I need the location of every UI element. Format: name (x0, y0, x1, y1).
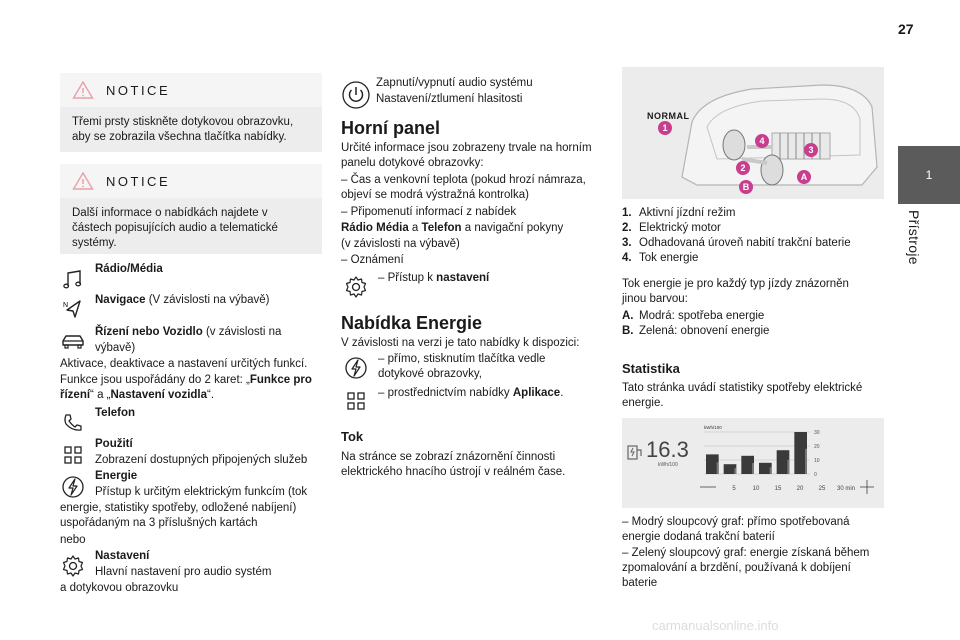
flow-text: Na stránce se zobrazí znázornění činnosti elektrického hnacího ústrojí v reálném čase. (341, 451, 566, 478)
warning-icon (72, 80, 94, 100)
notice-box-1 (60, 73, 322, 152)
apps-grid-icon (343, 388, 369, 414)
x-tick-label: 30 min (836, 486, 856, 492)
energy-menu-intro: V závislosti na verzi je tato nabídky k dispozici: (341, 337, 580, 349)
power-text-line1: Zapnutí/vypnutí audio systému (376, 77, 533, 89)
power-icon (341, 80, 371, 110)
driving-description: Aktivace, deaktivace a nastavení určitých funkcí. (60, 358, 308, 370)
marker-2: 2 (736, 161, 750, 175)
marker-B: B (739, 180, 753, 194)
statistics-item-1: – Modrý sloupcový graf: přímo spotřebovaná energie dodaná trakční baterií (622, 516, 850, 543)
energy-title: Energie (95, 470, 138, 482)
flow-color-legend (622, 309, 884, 339)
or-text: nebo (60, 534, 86, 546)
list-item: 1. Aktivní jízdní režim (622, 207, 736, 219)
drive-mode-label: NORMAL (647, 111, 690, 121)
list-item: 4. Tok energie (622, 252, 699, 264)
navigation-arrow-icon (60, 296, 86, 322)
y-tick-label: 20 (814, 444, 820, 450)
notice-text: Třemi prsty stiskněte dotykovou obrazovku, aby se zobrazila všechna tlačítka nabídky. (72, 116, 294, 143)
charging-pump-icon (625, 442, 645, 462)
list-item: B. Zelená: obnovení energie (622, 325, 770, 337)
y-tick-label: 30 (814, 430, 820, 436)
energy-text-line1: Přístup k určitým elektrickým funkcím (tok (95, 486, 308, 498)
flow-heading: Tok (341, 429, 364, 444)
energy-flow-diagram (622, 67, 884, 199)
notice-title: NOTICE (106, 173, 171, 189)
bar-recovered (717, 462, 719, 474)
energy-menu-heading: Nabídka Energie (341, 313, 483, 333)
x-tick-label: 5 (732, 486, 736, 492)
chart-legend-label: kWh/100 (704, 425, 722, 430)
svg-text:N: N (63, 302, 69, 309)
bar-recovered (734, 468, 736, 474)
top-panel-item-2b: Rádio Média a Telefon a navigační pokyny (341, 222, 564, 234)
chapter-label: Přístroje (906, 210, 922, 265)
x-tick-label: 20 (796, 486, 804, 492)
top-panel-item-3: – Oznámení (341, 254, 404, 266)
bar-recovered (752, 463, 754, 474)
driving-tabs-text: Funkce jsou uspořádány do 2 karet: „Funkce pro řízení“ a „Nastavení vozidla“. (60, 374, 312, 401)
x-tick-label: 15 (774, 486, 782, 492)
consumption-unit: kWh/100 (658, 462, 678, 468)
notice-box-2 (60, 164, 322, 254)
bar-recovered (787, 460, 789, 474)
marker-1: 1 (658, 121, 672, 135)
settings-text-line1: Hlavní nastavení pro audio systém (95, 566, 272, 578)
settings-title: Nastavení (95, 550, 150, 562)
driving-vehicle-label-line2: výbavě) (95, 342, 136, 354)
y-tick-label: 10 (814, 458, 820, 464)
top-panel-item-2: – Připomenutí informací z nabídek (341, 206, 517, 218)
radio-media-label: Rádio/Média (95, 263, 163, 275)
watermark: carmanualsonline.info (652, 618, 779, 633)
music-note-icon (60, 266, 86, 292)
driving-vehicle-label: Řízení nebo Vozidlo (v závislosti na (95, 326, 282, 338)
flow-color-text: Tok energie je pro každý typ jízdy znázorněn jinou barvou: (622, 278, 849, 305)
statistics-heading: Statistika (622, 361, 680, 376)
list-item: 2. Elektrický motor (622, 222, 721, 234)
statistics-bar-chart (690, 424, 880, 502)
energy-bolt-icon (343, 355, 369, 381)
apps-grid-icon (60, 442, 86, 468)
energy-menu-item-2: – prostřednictvím nabídky Aplikace. (378, 387, 564, 399)
warning-icon (72, 171, 94, 191)
top-panel-item-4: – Přístup k nastavení (378, 272, 490, 284)
marker-3: 3 (804, 143, 818, 157)
apps-title: Použití (95, 438, 133, 450)
list-item: A. Modrá: spotřeba energie (622, 310, 765, 322)
bar-recovered (805, 449, 807, 474)
notice-text: Další informace o nabídkách najdete v částech popisujících audio a telematické systémy. (72, 207, 278, 249)
navigation-label: Navigace (V závislosti na výbavě) (95, 294, 270, 306)
settings-text-line2: a dotykovou obrazovku (60, 582, 179, 594)
apps-text: Zobrazení dostupných připojených služeb (95, 454, 308, 466)
marker-A: A (797, 170, 811, 184)
chapter-tab[interactable]: 1 (898, 146, 960, 204)
list-item: 3. Odhadovaná úroveň nabití trakční baterie (622, 237, 851, 249)
energy-text-rest: energie, statistiky spotřeby, odložené nabíjení) uspořádaným na 3 příslušných kartách (60, 502, 297, 529)
notice-title: NOTICE (106, 82, 171, 98)
settings-gear-icon (60, 553, 86, 579)
statistics-screen (622, 418, 884, 508)
y-tick-label: 0 (814, 472, 817, 478)
phone-label: Telefon (95, 407, 136, 419)
phone-icon (60, 410, 86, 436)
energy-bolt-icon (60, 474, 86, 500)
x-tick-label: 25 (818, 486, 826, 492)
marker-4: 4 (755, 134, 769, 148)
diagram-legend-list (622, 206, 884, 266)
x-tick-label: 10 (752, 486, 760, 492)
statistics-item-2: – Zelený sloupcový graf: energie získaná během zpomalování a brzdění, používaná k dobíjení baterie (622, 547, 870, 589)
settings-gear-icon (343, 274, 369, 300)
energy-menu-item-1: – přímo, stisknutím tlačítka vedle dotykové obrazovky, (378, 353, 546, 380)
top-panel-heading: Horní panel (341, 118, 441, 138)
car-icon (60, 328, 86, 354)
page-number: 27 (898, 21, 914, 37)
consumption-value: 16.3 (646, 437, 689, 462)
top-panel-item-2c: (v závislosti na výbavě) (341, 238, 460, 250)
top-panel-intro: Určité informace jsou zobrazeny trvale na horním panelu dotykové obrazovky: (341, 142, 592, 169)
power-text-line2: Nastavení/ztlumení hlasitosti (376, 93, 523, 105)
top-panel-item-1: – Čas a venkovní teplota (pokud hrozí námraza, objeví se modrá výstražná kontrolka) (341, 174, 586, 201)
bar-recovered (770, 467, 772, 474)
statistics-text: Tato stránka uvádí statistiky spotřeby elektrické energie. (622, 382, 863, 409)
